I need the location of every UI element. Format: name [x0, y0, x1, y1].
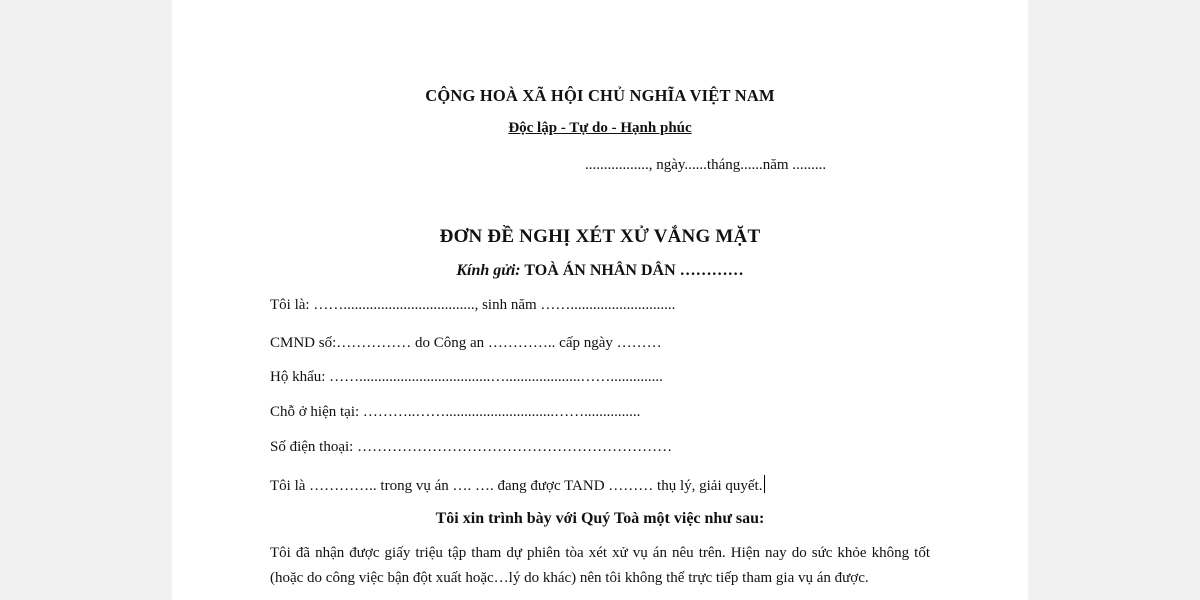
document-title: ĐƠN ĐỀ NGHỊ XÉT XỬ VẮNG MẶT	[439, 226, 761, 247]
date-line: ................., ngày......tháng......năm .........	[585, 157, 827, 173]
text-cursor	[764, 475, 765, 493]
field-residence: Chỗ ở hiện tại: ………..…….............................……...............	[270, 404, 641, 420]
field-id-card: CMND số:…………… do Công an ………….. cấp ngày ………	[270, 335, 662, 351]
field-phone: Số điện thoại: ………………………………………………………	[270, 439, 673, 455]
field-case-role	[270, 475, 765, 495]
national-title: CỘNG HOÀ XÃ HỘI CHỦ NGHĨA VIỆT NAM	[425, 86, 775, 105]
addressee-prefix: Kính gửi:	[456, 262, 521, 279]
addressee: TOÀ ÁN NHÂN DÂN …………	[524, 262, 744, 279]
document-page	[172, 0, 1028, 600]
addressee-line	[172, 262, 1028, 280]
field-household: Hộ khẩu: ……...................................…....................……..............	[270, 369, 663, 385]
presentation-heading: Tôi xin trình bày với Quý Toà một việc như sau:	[435, 510, 765, 527]
motto-text: Độc lập - Tự do - Hạnh phúc	[508, 120, 692, 136]
body-paragraph: Tôi đã nhận được giấy triệu tập tham dự phiên tòa xét xử vụ án nêu trên. Hiện nay do sức khỏe không tốt (hoặc do công việc bận đột xuất hoặc…lý do khác) nên tôi không thể trực tiếp tham gia vụ án được.	[270, 545, 930, 586]
field-case-role-text: Tôi là ………….. trong vụ án …. …. đang được TAND ……… thụ lý, giải quyết.	[270, 478, 763, 494]
motto	[172, 120, 1028, 137]
field-name: Tôi là: ……..................................., sinh năm ……............................	[270, 297, 676, 313]
